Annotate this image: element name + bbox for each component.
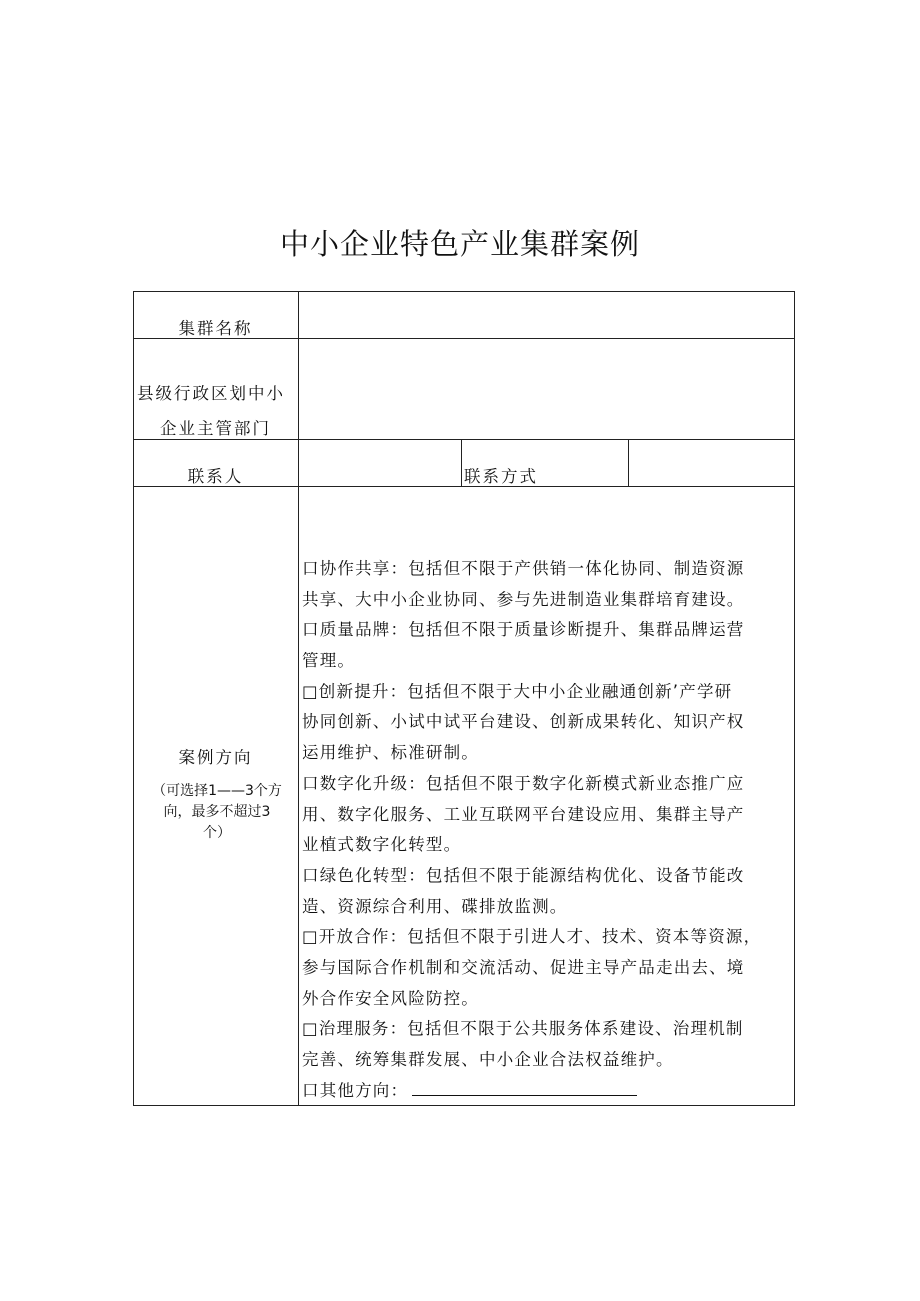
- option-other[interactable]: [302, 1076, 797, 1107]
- option-open-cooperation[interactable]: [302, 922, 797, 1014]
- option-text: 协同创新、小试中试平台建设、创新成果转化、知识产权: [302, 712, 745, 732]
- option-green[interactable]: [302, 861, 797, 922]
- option-text: 开放合作：包括但不限于引进人才、技术、资本等资源，: [318, 927, 762, 947]
- contact-person-label: 联系人: [187, 467, 244, 486]
- contact-person-field[interactable]: [299, 440, 461, 486]
- checkbox[interactable]: 口: [302, 620, 320, 640]
- option-text: 数字化升级：包括但不限于数字化新模式新业态推广应: [319, 773, 745, 793]
- other-direction-input[interactable]: [412, 1081, 637, 1096]
- option-collaboration[interactable]: [302, 554, 797, 615]
- option-text: 创新提升：包括但不限于大中小企业融通创新’产学研: [318, 681, 733, 701]
- option-text: 质量品牌：包括但不限于质量诊断提升、集群品牌运营: [319, 620, 745, 640]
- option-text: 运用维护、标准研制。: [302, 743, 479, 763]
- direction-note-line: （可选择1——3个方: [152, 783, 282, 799]
- direction-options: [302, 554, 797, 1106]
- application-form-table: [133, 291, 795, 1106]
- direction-label: 案例方向: [178, 748, 253, 767]
- option-text: 共享、大中小企业协同、参与先进制造业集群培育建设。: [302, 589, 745, 609]
- column-divider: [461, 439, 462, 486]
- checkbox[interactable]: 口: [302, 1080, 320, 1100]
- cluster-name-label: 集群名称: [178, 319, 253, 338]
- table-border-left: [133, 291, 134, 1106]
- option-text: 用、数字化服务、工业互联网平台建设应用、集群主导产: [302, 804, 745, 824]
- dept-label-line1: 县级行政区划中小: [137, 384, 285, 403]
- dept-field[interactable]: [299, 339, 794, 439]
- checkbox[interactable]: 口: [302, 773, 320, 793]
- option-text: 业植式数字化转型。: [302, 835, 462, 855]
- cluster-name-field[interactable]: [299, 292, 794, 338]
- direction-note-line: 个）: [203, 825, 231, 841]
- option-text: 绿色化转型：包括但不限于能源结构优化、设备节能改: [319, 865, 745, 885]
- direction-note: [137, 781, 297, 844]
- option-governance[interactable]: [302, 1014, 797, 1075]
- checkbox[interactable]: 口: [302, 865, 320, 885]
- direction-note-line: 向，最多不超过3: [163, 804, 271, 820]
- checkbox[interactable]: □: [302, 681, 319, 701]
- contact-method-label: 联系方式: [464, 467, 538, 486]
- checkbox[interactable]: □: [302, 1019, 319, 1039]
- option-text: 管理。: [302, 651, 356, 671]
- contact-method-field[interactable]: [629, 440, 794, 486]
- option-text: 完善、统筹集群发展、中小企业合法权益维护。: [302, 1050, 674, 1069]
- option-text: 参与国际合作机制和交流活动、促进主导产品走出去、境: [302, 957, 745, 977]
- checkbox[interactable]: 口: [302, 559, 320, 578]
- option-text: 外合作安全风险防控。: [302, 988, 479, 1008]
- option-text: 协作共享：包括但不限于产供销一体化协同、制造资源: [319, 559, 745, 578]
- other-direction-label: 其他方向：: [319, 1080, 409, 1100]
- option-digital[interactable]: [302, 769, 797, 861]
- option-innovation[interactable]: [302, 677, 797, 769]
- page-title: 中小企业特色产业集群案例: [279, 227, 640, 261]
- dept-label-line2: 企业主管部门: [160, 419, 271, 438]
- option-text: 造、资源综合利用、碟排放监测。: [302, 896, 568, 916]
- checkbox[interactable]: □: [302, 927, 319, 947]
- option-quality-brand[interactable]: [302, 615, 797, 676]
- option-text: 治理服务：包括但不限于公共服务体系建设、治理机制: [318, 1019, 744, 1039]
